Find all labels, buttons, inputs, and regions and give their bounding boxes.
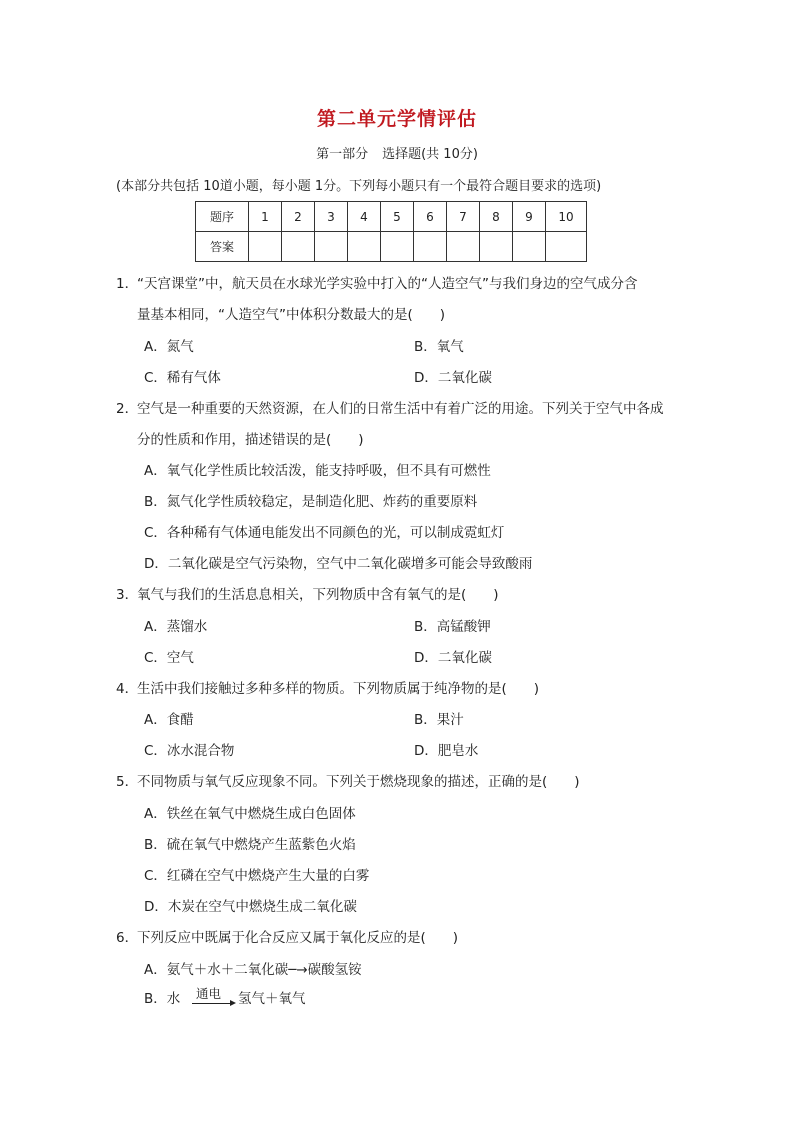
answer-table-header-row xyxy=(196,202,587,232)
row-label-number: 题序 xyxy=(196,202,249,232)
option-b: B．硫在氧气中燃烧产生蓝紫色火焰 xyxy=(144,837,356,853)
option-c: C．冰水混合物 xyxy=(144,743,235,759)
option-c: C．红磷在空气中燃烧产生大量的白雾 xyxy=(144,868,370,884)
question-text: “天宫课堂”中，航天员在水球光学实验中打入的“人造空气”与我们身边的空气成分含 xyxy=(137,276,638,292)
question-number-cell: 10 xyxy=(546,202,587,232)
option-a: A．蒸馏水 xyxy=(144,619,208,635)
option-a: A．铁丝在氧气中燃烧生成白色固体 xyxy=(144,806,356,822)
answer-cell[interactable] xyxy=(513,232,546,262)
reaction-condition: 通电 xyxy=(196,986,222,1001)
answer-cell[interactable] xyxy=(315,232,348,262)
option-a: A．氨气＋水＋二氧化碳─→碳酸氢铵 xyxy=(144,962,362,978)
question-text: 氧气与我们的生活息息相关，下列物质中含有氧气的是( ) xyxy=(137,587,499,603)
option-c: C．各种稀有气体通电能发出不同颜色的光，可以制成霓虹灯 xyxy=(144,525,505,541)
question-number-cell: 8 xyxy=(480,202,513,232)
question-number-cell: 2 xyxy=(282,202,315,232)
question-number-cell: 6 xyxy=(414,202,447,232)
question-number-cell: 3 xyxy=(315,202,348,232)
question-number: 1． xyxy=(116,276,139,292)
option-a: A．食醋 xyxy=(144,712,194,728)
answer-table-answer-row xyxy=(196,232,587,262)
question-text: 空气是一种重要的天然资源，在人们的日常生活中有着广泛的用途。下列关于空气中各成 xyxy=(137,401,664,417)
option-c: C．稀有气体 xyxy=(144,370,221,386)
option-d: D．木炭在空气中燃烧生成二氧化碳 xyxy=(144,899,357,915)
question-text: 生活中我们接触过多种多样的物质。下列物质属于纯净物的是( ) xyxy=(137,681,540,697)
answer-cell[interactable] xyxy=(282,232,315,262)
question-number: 4． xyxy=(116,681,139,697)
answer-cell[interactable] xyxy=(381,232,414,262)
option-a: A．氮气 xyxy=(144,339,194,355)
option-b-letter: B．水 xyxy=(144,991,181,1007)
question-number-cell: 5 xyxy=(381,202,414,232)
answer-cell[interactable] xyxy=(480,232,513,262)
question-text: 不同物质与氧气反应现象不同。下列关于燃烧现象的描述，正确的是( ) xyxy=(137,774,580,790)
option-d: D．二氧化碳 xyxy=(414,650,492,666)
answer-cell[interactable] xyxy=(414,232,447,262)
answer-cell[interactable] xyxy=(249,232,282,262)
question-number: 3． xyxy=(116,587,139,603)
question-number: 5． xyxy=(116,774,139,790)
option-b: B．氮气化学性质较稳定，是制造化肥、炸药的重要原料 xyxy=(144,494,478,510)
reaction-products: 氢气＋氧气 xyxy=(238,991,306,1007)
instructions: (本部分共包括 10道小题，每小题 1分。下列每小题只有一个最符合题目要求的选项) xyxy=(116,179,602,194)
option-a: A．氧气化学性质比较活泼，能支持呼吸，但不具有可燃性 xyxy=(144,463,491,479)
option-d: D．二氧化碳 xyxy=(414,370,492,386)
question-number: 2． xyxy=(116,401,139,417)
reaction-arrow-icon xyxy=(192,1003,234,1004)
question-number-cell: 7 xyxy=(447,202,480,232)
section-part: 第一部分 xyxy=(316,147,369,162)
answer-cell[interactable] xyxy=(348,232,381,262)
question-text: 下列反应中既属于化合反应又属于氧化反应的是( ) xyxy=(137,930,459,946)
answer-table xyxy=(195,201,587,262)
section-name: 选择题(共 10分) xyxy=(382,147,478,162)
answer-cell[interactable] xyxy=(447,232,480,262)
option-d: D．二氧化碳是空气污染物，空气中二氧化碳增多可能会导致酸雨 xyxy=(144,556,533,572)
question-text: 分的性质和作用，描述错误的是( ) xyxy=(137,432,364,448)
row-label-answer: 答案 xyxy=(196,232,249,262)
question-number-cell: 4 xyxy=(348,202,381,232)
option-b: B．果汁 xyxy=(414,712,464,728)
option-b: B．氧气 xyxy=(414,339,464,355)
question-number: 6． xyxy=(116,930,139,946)
answer-cell[interactable] xyxy=(546,232,587,262)
option-c: C．空气 xyxy=(144,650,194,666)
page-title: 第二单元学情评估 xyxy=(316,108,477,130)
option-b: B．高锰酸钾 xyxy=(414,619,491,635)
option-b xyxy=(144,986,306,1007)
question-number-cell: 1 xyxy=(249,202,282,232)
option-d: D．肥皂水 xyxy=(414,743,479,759)
question-number-cell: 9 xyxy=(513,202,546,232)
question-text: 量基本相同，“人造空气”中体积分数最大的是( ) xyxy=(137,307,446,323)
section-heading xyxy=(0,143,794,162)
